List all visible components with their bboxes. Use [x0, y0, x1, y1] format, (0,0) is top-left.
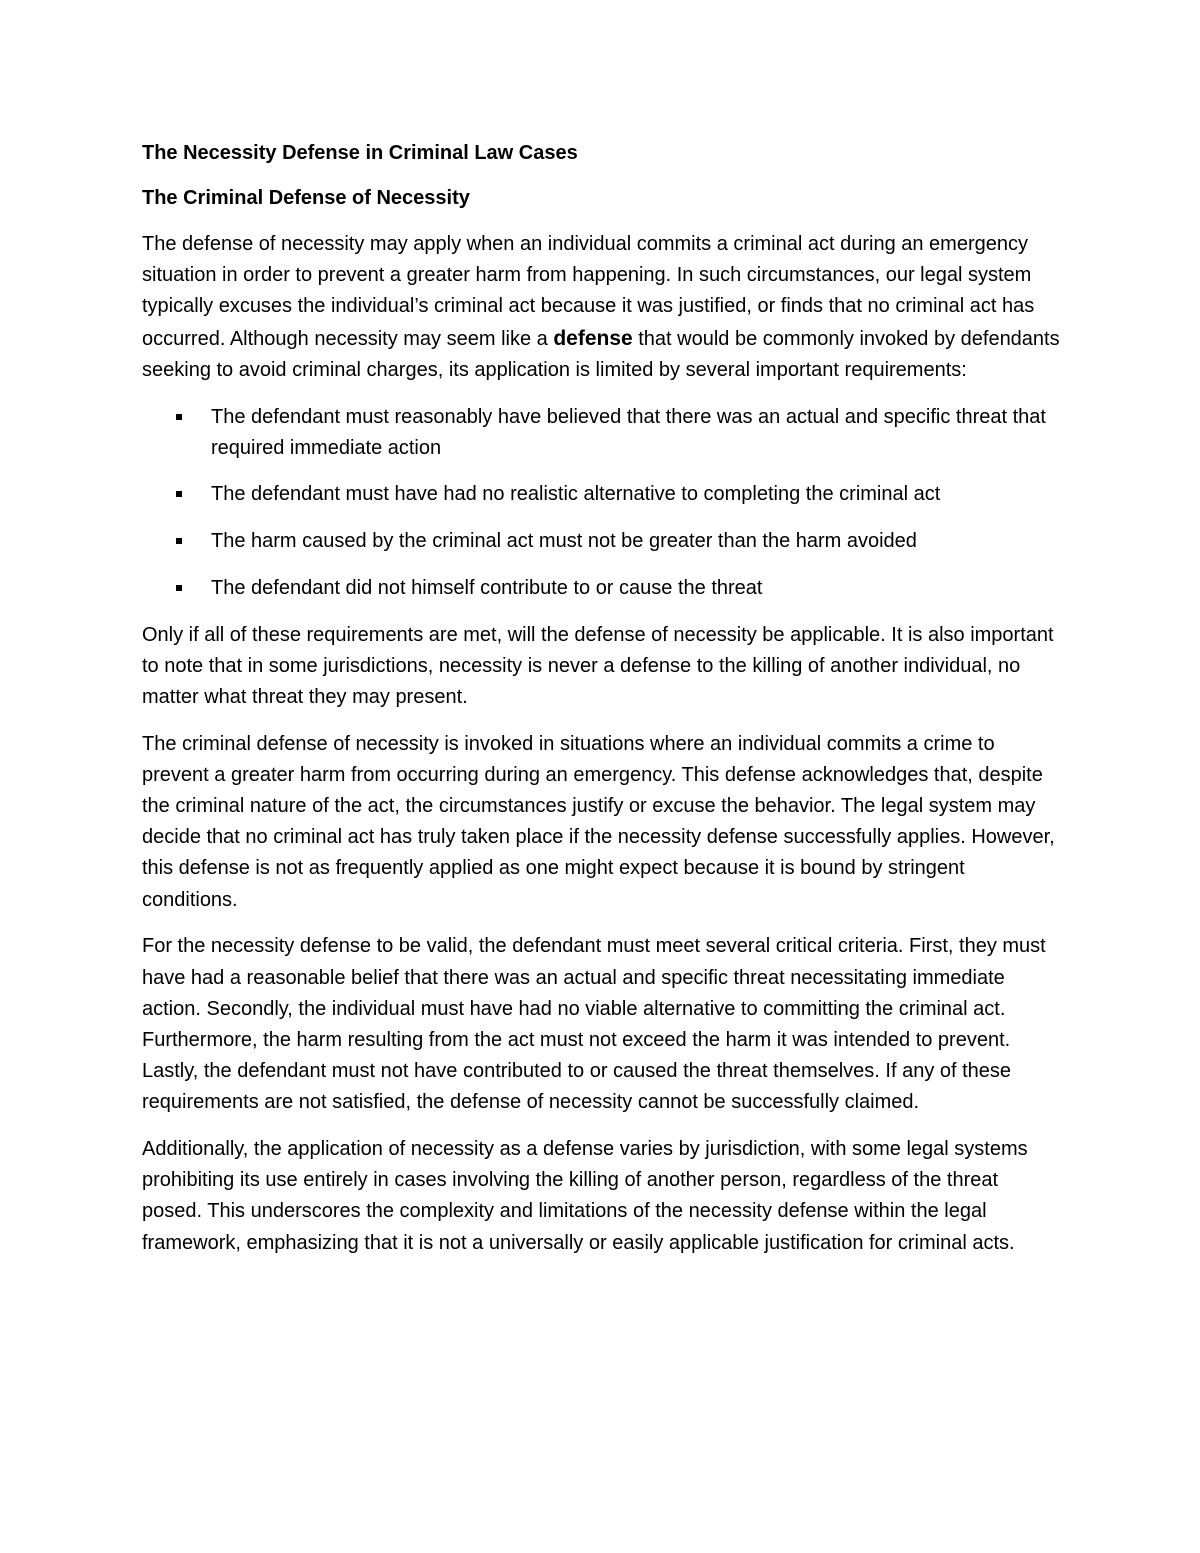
intro-text-start: The defense of necessity may apply when an individual commits a criminal act during an emergency situation in order to prevent a greater harm from happening. In such circumstances, our legal system typically excuses the individual’s criminal act because it was justified, or finds that no criminal act has occurred. Although necessity may seem like a: [142, 233, 1035, 350]
list-item: [142, 479, 1060, 510]
list-item-text: The defendant must have had no realistic alternative to completing the criminal act: [211, 483, 941, 506]
list-item: [142, 402, 1060, 464]
requirements-list: [142, 402, 1060, 605]
body-paragraph: Additionally, the application of necessity as a defense varies by jurisdiction, with some legal systems prohibiting its use entirely in cases involving the killing of another person, regardless of the threat posed. This underscores the complexity and limitations of the necessity defense within the legal framework, emphasizing that it is not a universally or easily applicable justification for criminal acts.: [142, 1138, 1028, 1254]
document-title: The Necessity Defense in Criminal Law Cases: [142, 142, 578, 164]
section-heading: The Criminal Defense of Necessity: [142, 187, 470, 209]
intro-text-end: that would be commonly invoked by defendants seeking to avoid criminal charges, its application is limited by several important requirements:: [142, 327, 1060, 381]
list-item-text: The harm caused by the criminal act must not be greater than the harm avoided: [211, 530, 917, 553]
square-bullet-icon: [176, 585, 182, 591]
list-item: [142, 573, 1060, 604]
list-item: [142, 526, 1060, 557]
body-paragraph: The criminal defense of necessity is invoked in situations where an individual commits a crime to prevent a greater harm from occurring during an emergency. This defense acknowledges that, despite the criminal nature of the act, the circumstances justify or excuse the behavior. The legal system may decide that no criminal act has truly taken place if the necessity defense successfully applies. However, this defense is not as frequently applied as one might expect because it is bound by stringent conditions.: [142, 732, 1055, 911]
square-bullet-icon: [176, 414, 182, 420]
list-item-text: The defendant must reasonably have believed that there was an actual and specific threat that required immediate action: [211, 405, 1046, 459]
intro-paragraph: [142, 229, 1060, 386]
body-paragraph: Only if all of these requirements are met, will the defense of necessity be applicable. It is also important to note that in some jurisdictions, necessity is never a defense to the killing of another individual, no matter what threat they may present.: [142, 623, 1054, 708]
list-item-text: The defendant did not himself contribute to or cause the threat: [211, 576, 763, 599]
square-bullet-icon: [176, 491, 182, 497]
document-page: [142, 138, 1060, 1274]
square-bullet-icon: [176, 538, 182, 544]
body-paragraph: For the necessity defense to be valid, the defendant must meet several critical criteria. First, they must have had a reasonable belief that there was an actual and specific threat necessitating immediate action. Secondly, the individual must have had no viable alternative to committing the criminal act. Furthermore, the harm resulting from the act must not exceed the harm it was intended to prevent. Lastly, the defendant must not have contributed to or caused the threat themselves. If any of these requirements are not satisfied, the defense of necessity cannot be successfully claimed.: [142, 935, 1046, 1114]
intro-bold-term: defense: [553, 326, 633, 350]
